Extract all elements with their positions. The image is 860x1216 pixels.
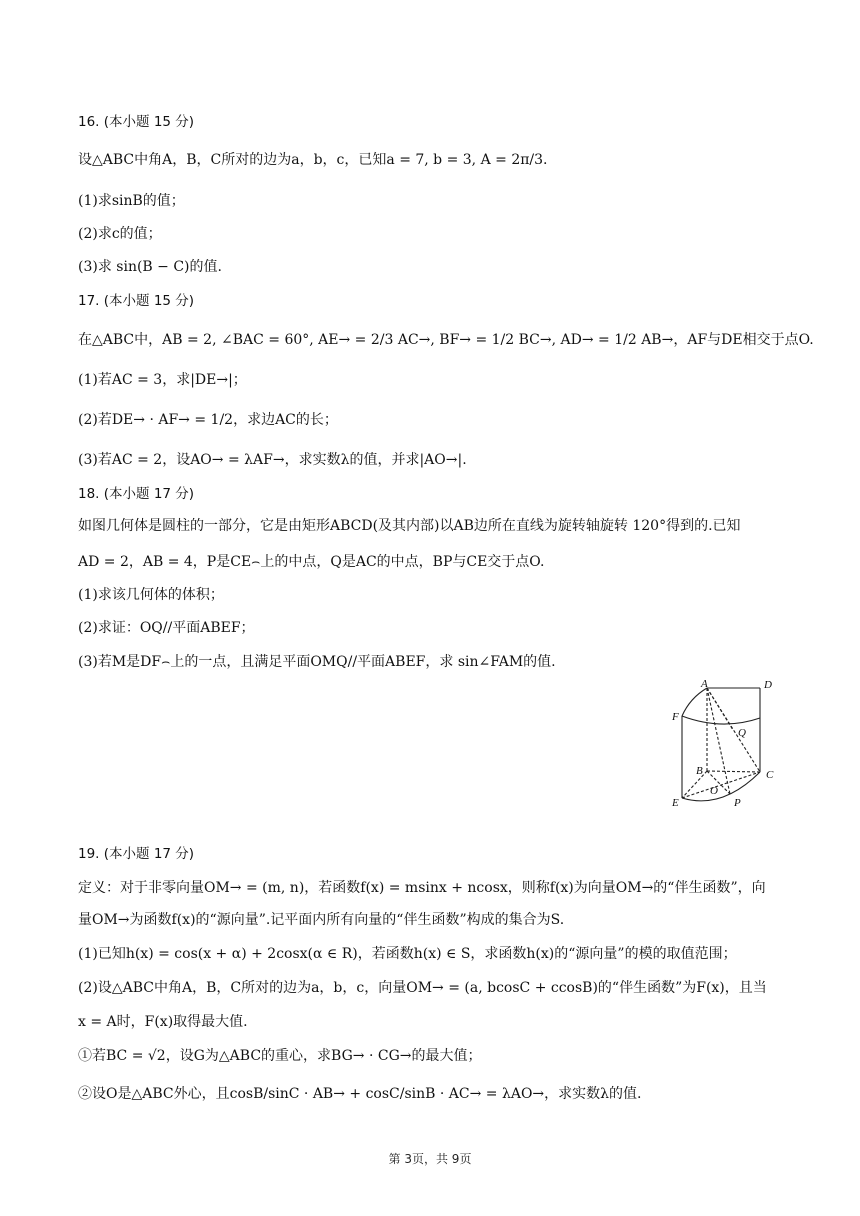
problem-19-line-2: 量OM→为函数f(x)的“源向量”.记平面内所有向量的“伴生函数”构成的集合为S.: [78, 912, 565, 928]
problem-18-line-1: 如图几何体是圆柱的一部分，它是由矩形ABCD(及其内部)以AB边所在直线为旋转轴旋转 120°得到的.已知: [78, 518, 741, 534]
problem-18-line-2: AD = 2，AB = 4，P是CE⌢上的中点，Q是AC的中点，BP与CE交于点O.: [78, 554, 545, 570]
problem-18-line-4: (2)求证：OQ//平面ABEF；: [78, 620, 255, 636]
problem-19-line-1: 定义：对于非零向量OM→ = (m, n)，若函数f(x) = msinx + ncosx，则称f(x)为向量OM→的“伴生函数”，向: [78, 880, 766, 896]
problem-16-line-1: 设△ABC中角A，B，C所对的边为a，b，c，已知a = 7, b = 3, A = 2π/3.: [78, 152, 548, 168]
label-p: P: [734, 797, 741, 809]
label-d: D: [764, 679, 772, 691]
label-a: A: [701, 678, 708, 690]
problem-19-line-7: ②设O是△ABC外心，且cosB/sinC · AB→ + cosC/sinB · AC→ = λAO→，求实数λ的值.: [78, 1086, 642, 1102]
label-o: O: [710, 785, 718, 797]
cylinder-figure: [662, 676, 792, 812]
problem-16-line-2: (1)求sinB的值；: [78, 193, 185, 209]
problem-17-header: 17. (本小题 15 分): [78, 293, 195, 309]
label-q: Q: [738, 727, 746, 739]
problem-18-header: 18. (本小题 17 分): [78, 486, 195, 502]
label-f: F: [672, 711, 679, 723]
problem-19-header: 19. (本小题 17 分): [78, 846, 195, 862]
problem-18-line-5: (3)若M是DF⌢上的一点，且满足平面OMQ//平面ABEF，求 sin∠FAM的值.: [78, 654, 556, 670]
problem-17-line-1: 在△ABC中，AB = 2, ∠BAC = 60°, AE→ = 2/3 AC→, BF→ = 1/2 BC→, AD→ = 1/2 AB→，AF与DE相交于点O.: [78, 332, 814, 348]
problem-16-line-3: (2)求c的值；: [78, 226, 162, 242]
label-e: E: [672, 797, 679, 809]
problem-17-line-3: (2)若DE→ · AF→ = 1/2，求边AC的长；: [78, 412, 338, 428]
problem-19-line-3: (1)已知h(x) = cos(x + α) + 2cosx(α ∈ R)，若函数h(x) ∈ S，求函数h(x)的“源向量”的模的取值范围；: [78, 946, 737, 962]
label-b: B: [696, 765, 703, 777]
label-c: C: [766, 769, 774, 781]
problem-19-line-6: ①若BC = √2，设G为△ABC的重心，求BG→ · CG→的最大值；: [78, 1048, 482, 1064]
problem-16-header: 16. (本小题 15 分): [78, 114, 195, 130]
problem-17-line-4: (3)若AC = 2，设AO→ = λAF→，求实数λ的值，并求|AO→|.: [78, 452, 467, 468]
problem-19-line-5: x = A时，F(x)取得最大值.: [78, 1014, 248, 1030]
page-number: 第 3页，共 9页: [388, 1152, 472, 1166]
problem-18-line-3: (1)求该几何体的体积；: [78, 587, 224, 603]
problem-16-line-4: (3)求 sin(B − C)的值.: [78, 259, 222, 275]
problem-19-line-4: (2)设△ABC中角A，B，C所对的边为a，b，c，向量OM→ = (a, bcosC + ccosB)的“伴生函数”为F(x)，且当: [78, 980, 767, 996]
problem-17-line-2: (1)若AC = 3，求|DE→|；: [78, 372, 247, 388]
